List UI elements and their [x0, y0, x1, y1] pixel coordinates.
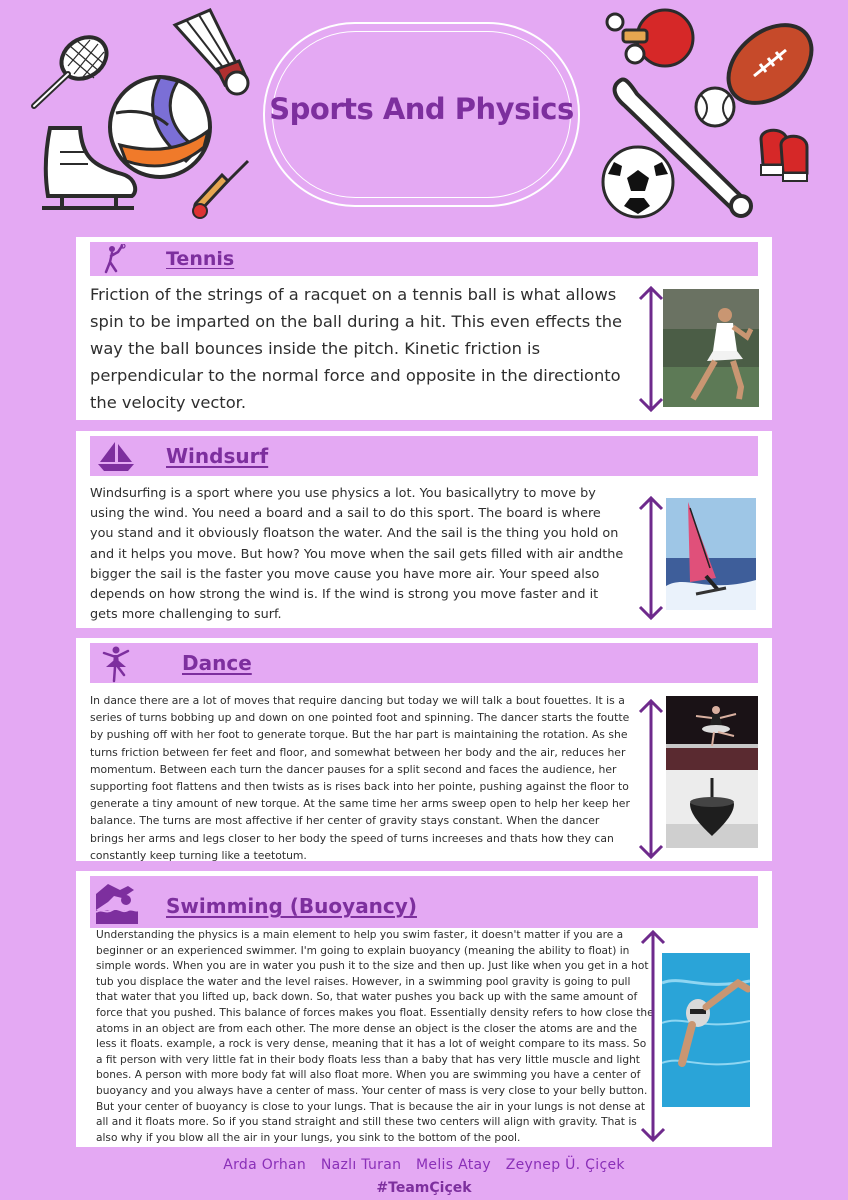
section-dance: [76, 638, 772, 861]
section-heading: Swimming (Buoyancy): [166, 894, 417, 918]
author-name: Nazlı Turan: [320, 1157, 402, 1173]
cricket-bat-icon: [188, 157, 254, 219]
page-title: Sports And Physics: [269, 92, 574, 126]
tennis-photo: [663, 289, 759, 407]
author-name: Melis Atay: [416, 1157, 491, 1173]
dancer-photo: [666, 696, 758, 770]
double-arrow-icon: [636, 285, 666, 413]
section-text: Friction of the strings of a racquet on a tennis ball is what allows spin to be imparted on the ball during a hit. This even effects the way the ball bounces inside the pitch. Kinetic friction is perpendicular to the normal force and opposite in the directionto the velocity vector.: [90, 285, 623, 412]
badminton-racket-icon: [26, 28, 116, 113]
section-heading-bar: [90, 242, 758, 276]
windsurf-photo: [666, 498, 756, 610]
section-heading-bar: [90, 643, 758, 683]
section-swimming: [76, 871, 772, 1147]
baseball-icon: [693, 85, 737, 129]
authors-line: [0, 1157, 848, 1173]
section-windsurf: [76, 431, 772, 628]
spinning-top-photo: [666, 770, 758, 848]
section-tennis: [76, 237, 772, 420]
soccer-ball-icon: [600, 144, 676, 220]
ping-pong-paddle-icon: [603, 8, 695, 73]
section-heading: Tennis: [166, 248, 235, 270]
section-heading: Windsurf: [166, 444, 269, 468]
boxing-gloves-icon: [751, 125, 819, 185]
author-name: Zeynep Ü. Çiçek: [505, 1157, 625, 1173]
section-text: In dance there are a lot of moves that require dancing but today we will talk a bout fouettes. It is a series of turns bobbing up and down on one pointed foot and spinning. The dancer starts the foutte by pushing off with her foot to generate torque. But the har part is maintaining the rotation. As she turns friction between fer feet and floor, and somewhat between her body and the air, reduces her momentum. Between each turn the dancer pauses for a split second and faces the audience, her supporting foot flattens and then twists as is rises back into her pointe, pushing against the floor to generate a tiny amount of new torque. At the same time her arms sweep open to help her keep her balance. The turns are most affective if her center of gravity stays constant. When the dancer brings her arms and legs closer to her body the speed of turns increeses and thats how they can constantly keep turning like a teetotum.: [90, 694, 630, 862]
section-heading: Dance: [182, 651, 252, 675]
double-arrow-icon: [636, 698, 666, 860]
ice-skate-icon: [36, 122, 144, 218]
section-text: Understanding the physics is a main element to help you swim faster, it doesn't matter if you are a beginner or an experienced swimmer. I'm going to explain buoyancy (meaning the ability to float) in simple words. When you are in water you push it to the size and then up. Just like when you get in a hot tub you displace the water and the level raises. However, in a swimming pool gravity is going to pull that water that you lifted up, back down. So, that water pushes you back up with the same amount of force that you pushed. This balance of forces makes you float. Essentially density refers to how close the atoms in an object are from each other. The more dense an object is the closer the atoms are and the less it floats. example, a rock is very dense, meaning that it has a lot of weight compare to its mass. So a fit person with very little fat in their body floats less than a baby that has very little muscle and light bones. A person with more body fat will also float more. When you are swimming you have a center of buoyancy and you always have a center of mass. Your center of mass is very close to your belly button. But your center of buoyancy is close to your lungs. That is because the air in your lungs is not dense at all and it floats more. So if you stand straight and still these two centers will align with gravity. That is also why if you blow all the air in your lungs, you sink to the bottom of the pool.: [96, 929, 654, 1144]
swimmer-icon: [94, 880, 138, 924]
ballerina-icon: [100, 645, 132, 683]
section-heading-bar: [90, 436, 758, 476]
section-heading-bar: [90, 876, 758, 928]
sailboat-icon: [96, 440, 136, 472]
author-name: Arda Orhan: [223, 1157, 307, 1173]
double-arrow-icon: [636, 495, 666, 621]
hashtag: #TeamÇiçek: [376, 1180, 472, 1196]
swimmer-photo: [662, 953, 750, 1107]
section-text: Windsurfing is a sport where you use physics a lot. You basicallytry to move by using the wind. You need a board and a sail to do this sport. The board is where you stand and it obviously floatson the water. And the sail is the thing you hold on and it helps you move. But how? You move when the sail gets filled with air andthe bigger the sail is the faster you move cause you have more air. Your speed also depends on how strong the wind is. If the wind is strong you move faster and it gets more challenging to surf.: [90, 486, 624, 623]
tennis-player-icon: [102, 244, 128, 274]
